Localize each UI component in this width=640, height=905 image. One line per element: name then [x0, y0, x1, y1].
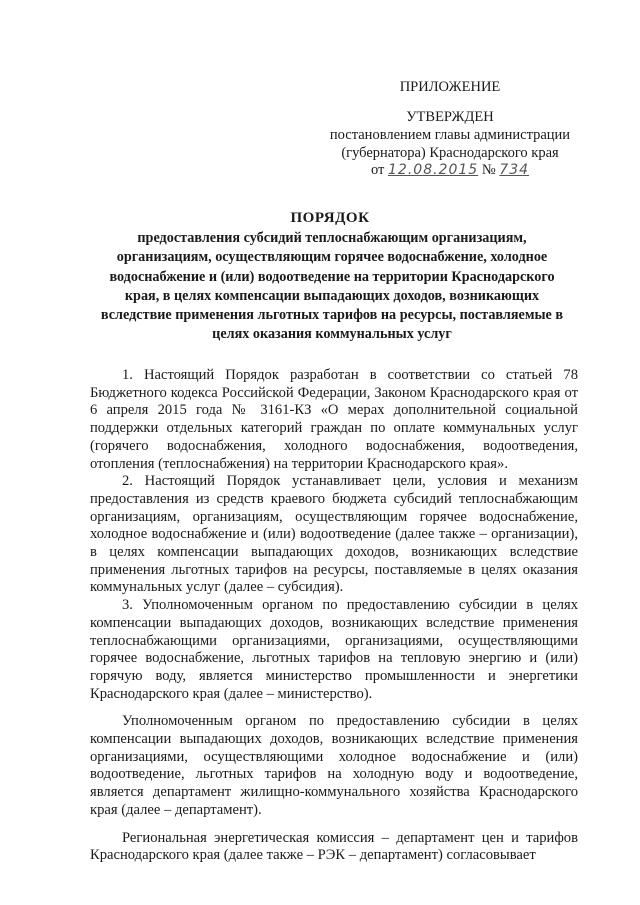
paragraph-2: 2. Настоящий Порядок устанавливает цели, условия и механизм предоставления из средств краевого бюджета субсидий теплоснабжающим организациям, организациям, осуществляющим горячее водоснабжение, холодное водоснабжение и (или) водоотведение (далее также – организации), в целях компенсации выпадающих доходов, возникающих вследствие применения льготных тарифов на ресурсы, поставляемые в целях оказания коммунальных услуг (далее – субсидия).: [90, 473, 578, 596]
paragraph-5: Региональная энергетическая комиссия – департамент цен и тарифов Краснодарского края (далее также – РЭК – департамент) согласовывает: [90, 829, 578, 864]
decree-line-1: постановлением главы администрации: [329, 127, 571, 143]
subtitle-line: организациям, осуществляющим горячее водоснабжение, холодное: [116, 249, 548, 266]
subtitle-line: вследствие применения льготных тарифов на ресурсы, поставляемые в: [100, 307, 564, 324]
paragraph-4: Уполномоченным органом по предоставлению субсидии в целях компенсации выпадающих доходов, возникающих вследствие применения организациями, осуществляющими холодное водоснабжение и (или) водоотведение, льготных тарифов на холодную воду и водоотведение, является департамент жилищно-коммунального хозяйства Краснодарского края (далее – департамент).: [90, 713, 578, 818]
subtitle-line: края, в целях компенсации выпадающих доходов, возникающих: [124, 287, 540, 304]
date-prefix: от: [370, 162, 385, 178]
approved-label: УТВЕРЖДЕН: [406, 109, 494, 125]
document-title: ПОРЯДОК: [290, 210, 370, 226]
decree-date-line: [300, 162, 600, 179]
handwritten-date: 12.08.2015: [388, 162, 479, 178]
appendix-label: ПРИЛОЖЕНИЕ: [399, 79, 501, 95]
subtitle-line: предоставления субсидий теплоснабжающим организациям,: [137, 230, 527, 246]
number-sign: №: [481, 162, 496, 178]
document-subtitle: [82, 229, 582, 345]
document-body: [90, 367, 578, 865]
subtitle-line: водоснабжение и (или) водоотведение на территории Краснодарского: [109, 268, 555, 285]
paragraph-3: 3. Уполномоченным органом по предоставлению субсидии в целях компенсации выпадающих доходов, возникающих вследствие применения теплоснабжающими организациями, организациями, осуществляющими горячее водоснабжение, льготных тарифов на тепловую энергию и (или) горячую воду, является министерство промышленности и энергетики Краснодарского края (далее – министерство).: [90, 597, 578, 702]
paragraph-gap: [90, 703, 578, 713]
decree-line-2: (губернатора) Краснодарского края: [341, 145, 559, 161]
paragraph-gap: [90, 820, 578, 830]
subtitle-line: целях оказания коммунальных услуг: [212, 326, 452, 343]
paragraph-1: 1. Настоящий Порядок разработан в соответствии со статьей 78 Бюджетного кодекса Российской Федерации, Законом Краснодарского края от 6 апреля 2015 года № 3161-КЗ «О мерах дополнительной социальной поддержки отдельных категорий граждан по оплате коммунальных услуг (горячего водоснабжения, холодного водоснабжения, водоотведения, отопления (теплоснабжения) на территории Краснодарского края».: [90, 367, 578, 472]
handwritten-number: 734: [499, 162, 530, 178]
